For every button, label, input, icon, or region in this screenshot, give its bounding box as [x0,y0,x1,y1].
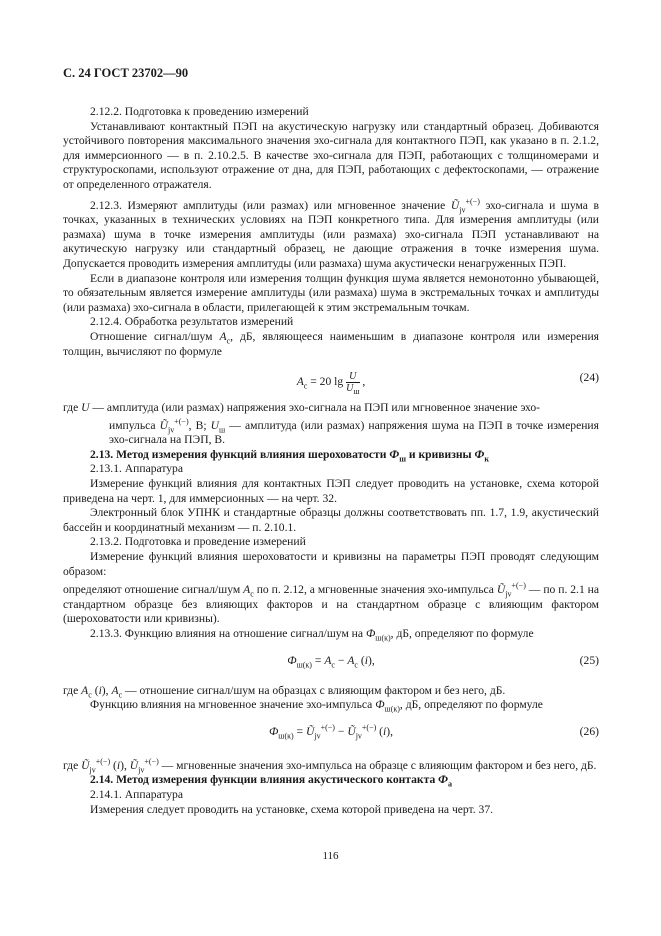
paragraph-2-13-3: 2.13.3. Функцию влияния на отношение сигнал/шум на $Ф_{ш(к)}$, дБ, определяют по формуле [90,627,534,643]
paragraph: Функцию влияния на мгновенное значение эхо-импульса $Ф_{ш(к)}$, дБ, определяют по формуле [90,698,543,714]
section-2-13-2-title: 2.13.2. Подготовка и проведение измерений [90,535,306,549]
section-2-13-1-title: 2.13.1. Аппаратура [90,462,184,476]
section-2-14-1-title: 2.14.1. Аппаратура [90,787,184,801]
document-body [63,95,599,817]
formula-number: (24) [579,371,599,385]
formula-expression: $A_c = 20$ lg $\frac{U}{U_ш}$ , [296,371,366,397]
definition-continued: импульса $Ũ_{jv}^{+(-)}$, В; $U_ш$ — амплитуда (или размах) напряжения шума на ПЭП в точке измерения эхо-сигнала на ПЭП, В. [109,416,599,447]
definition: где U — амплитуда (или размах) напряжения эхо-сигнала на ПЭП или мгновенное значение эхо- [63,401,540,415]
paragraph: Измерение функций влияния шероховатости и кривизны на параметры ПЭП проводят следующим образом: [63,550,599,578]
formula-24 [63,363,599,397]
formula-expression: $Ф_{ш(к)}$ = $Ũ_{jv}^{+(-)}$ − $Ũ_{jv}^{+(-)}$ (i), [268,722,394,741]
definition: где $Ũ_{jv}^{+(-)}$ (i), $Ũ_{jv}^{+(-)}$ — мгновенные значения эхо-импульса на образце с влияющим фактором и без него, дБ. [63,756,597,775]
formula-number: (26) [579,724,599,738]
formula-26 [63,717,599,755]
paragraph: Отношение сигнал/шум $A_c$, дБ, являющееся наименьшим в диапазоне контроля или измерения толщин, вычисляют по формуле [63,329,599,358]
section-2-13-title: 2.13. Метод измерения функций влияния шероховатости $Ф_ш$ и кривизны $Ф_к$ [90,447,489,464]
paragraph: Электронный блок УПНК и стандартные образцы должны соответствовать пп. 1.7, 1.9, акустический бассейн и координатный механизм — п. 2.10.1. [63,506,599,534]
paragraph: Если в диапазоне контроля или измерения толщин функция шума является немонотонно убывающей, то обязательным является измерение амплитуды (или размаха) шума в экстремальных точках и амплитуды (или размаха) эхо-сигнала в области, прилегающей к этим экстремальным точкам. [63,271,599,314]
formula-number: (25) [579,653,599,667]
paragraph: Измерение функций влияния для контактных ПЭП следует проводить на установке, схема которой приведена на черт. 1, для иммерсионных — на черт. 32. [63,477,599,505]
formula-25 [63,646,599,680]
section-2-12-2-title: 2.12.2. Подготовка к проведению измерений [90,105,309,118]
paragraph: определяют отношение сигнал/шум $A_c$ по п. 2.12, а мгновенные значения эхо-импульса $Ũ_{jv}^{+(-)}$ — по п. 2.1 на стандартном образце без влияющих факторов и на стандартном образце с влияющим фактором (шероховатости или кривизны). [63,581,600,626]
formula-expression: $Ф_{ш(к)} = A_c - A_c$ (i), [287,653,375,669]
page-number: 116 [322,850,339,862]
paragraph-2-12-3: 2.12.3. Измеряют амплитуды (или размах) или мгновенное значение $Ũ_{jv}^{+(-)}$ эхо-сигнала и шума в точках, указанных в технических условиях на ПЭП конкретного типа. Для измерения амплитуды (или размаха) шума в точке измерения амплитуды (или размаха) эхо-сигнала ПЭП устанавливают на акутическую нагрузку или стандартный образец, не дающие отражения в точке измерения шума. Допускается проводить измерения амплитуды (или размаха) шума акустически ненагруженных ПЭП. [63,196,599,270]
page-header: С. 24 ГОСТ 23702—90 [63,66,189,80]
section-2-14-title: 2.14. Метод измерения функции влияния акустического контакта $Ф_а$ [90,773,453,789]
paragraph: Измерения следует проводить на установке, схема которой приведена на черт. 37. [90,802,494,816]
paragraph: Устанавливают контактный ПЭП на акустическую нагрузку или стандартный образец. Добиваются устойчивого повторения максимального значения эхо-сигнала для контактного ПЭП, как указано в п. 2.1.2, для иммерсионного — в п. 2.10.2.5. В качестве эхо-сигнала для ПЭП, работающих с толщиномерами и структуроскопами, используют отражение от дна, для ПЭП, работающих с дефектоскопами, — отражение от определенного отражателя. [63,119,599,191]
definition: где $A_c$ (i), $A_c$ — отношение сигнал/шум на образцах с влияющим фактором и без него, дБ. [63,683,506,699]
section-2-12-4-title: 2.12.4. Обработка результатов измерений [90,315,294,329]
